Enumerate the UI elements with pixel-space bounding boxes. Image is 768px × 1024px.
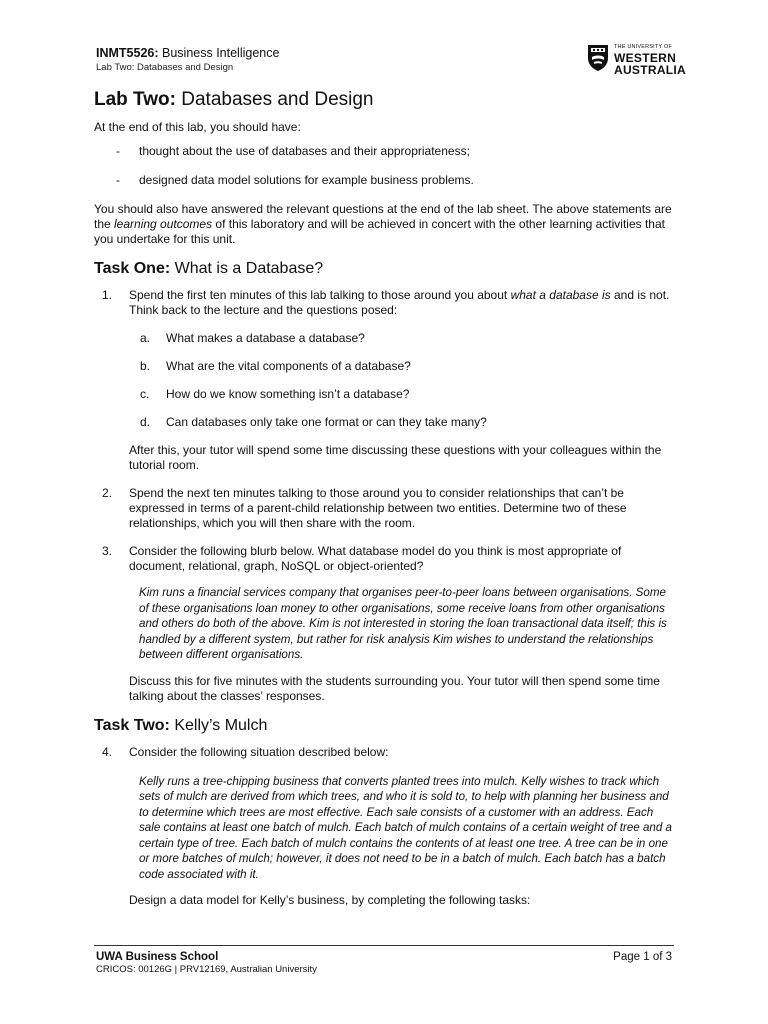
course-code: INMT5526: (96, 46, 159, 60)
bullet-item: - thought about the use of databases and their appropriateness; (116, 144, 470, 158)
intro-paragraph: At the end of this lab, you should have: (94, 120, 301, 134)
uwa-logo (587, 44, 687, 77)
page-title (94, 88, 674, 112)
sub-item: d. Can databases only take one format or can they take many? (140, 415, 487, 429)
bullet-text: thought about the use of databases and their appropriateness; (139, 144, 470, 158)
crest-icon (587, 44, 609, 72)
footer-school: UWA Business School (96, 951, 219, 963)
logo-line3: AUSTRALIA (614, 62, 687, 77)
footer-left (96, 950, 317, 976)
task-two-heading: Task Two: Kelly’s Mulch (94, 716, 268, 734)
sub-item: b. What are the vital components of a database? (140, 359, 411, 373)
title-bold: Lab Two: (94, 89, 176, 110)
kim-blurb: Kim runs a financial services company that organises peer-to-peer loans between organisations. Some of these organisations loan money to other organisations, some receive loans from other organisations and others do both of the above. Kim is not interested in storing the loan transactional data itself; this is handled by a different system, but rather for risk analysis Kim wishes to understand the relationships between different organisations. (139, 586, 667, 661)
outcomes-paragraph: You should also have answered the relevant questions at the end of the lab sheet. The above statements are the learning outcomes of this laboratory and will be achieved in concert with the other learning activities that you undertake for this unit. (94, 202, 672, 246)
course-name: Business Intelligence (162, 46, 280, 60)
kelly-blurb: Kelly runs a tree-chipping business that converts planted trees into mulch. Kelly wishes to track which sets of mulch are derived from which trees, and who it is sold to, to help with planning her business and to determine which trees are most effective. Each sale consists of a customer with an address. Each sale contains at least one batch of mulch. Each batch of mulch contains of a certain weight of tree and a certain type of tree. Each batch of mulch contains the contents of at least one tree. A tree can be in one or more batches of mulch; however, it does not need to be in a batch of mulch. Each batch has a batch code associated with it. (139, 774, 672, 881)
item1-followup: After this, your tutor will spend some time discussing these questions with your colleagues within the tutorial room. (129, 443, 662, 472)
footer-cricos: CRICOS: 00126G | PRV12169, Australian University (96, 964, 317, 975)
header-subtitle: Lab Two: Databases and Design (96, 62, 234, 73)
item3-followup: Discuss this for five minutes with the students surrounding you. Your tutor will then spend some time talking about the classes’ responses. (129, 673, 660, 703)
footer-divider (94, 945, 674, 946)
numbered-item-4: 4. Consider the following situation described below: (102, 744, 389, 759)
main-content (94, 88, 674, 908)
title-rest: Databases and Design (181, 89, 374, 110)
item4-followup: Design a data model for Kelly’s business, by completing the following tasks: (129, 893, 531, 907)
logo-line2: WESTERN (614, 50, 677, 65)
task-one-heading: Task One: What is a Database? (94, 260, 324, 277)
page-number: Page 1 of 3 (613, 951, 672, 963)
numbered-item-1: 1. Spend the first ten minutes of this lab talking to those around you about what a database is and is not. Think back to the lecture and the questions posed: (102, 288, 670, 317)
sub-item: c. How do we know something isn’t a database? (140, 387, 410, 401)
numbered-item-3: 3. Consider the following blurb below. What database model do you think is most appropriate of document, relational, graph, NoSQL or object-oriented? (102, 544, 622, 573)
logo-line1: THE UNIVERSITY OF (614, 44, 672, 50)
bullet-item: - designed data model solutions for example business problems. (116, 173, 474, 187)
learning-outcomes-emphasis: learning outcomes (114, 217, 213, 231)
sub-item: a. What makes a database a database? (140, 331, 365, 345)
logo-wordmark (614, 45, 686, 76)
bullet-text: designed data model solutions for example business problems. (139, 173, 474, 187)
numbered-item-2: 2. Spend the next ten minutes talking to those around you to consider relationships that can’t be expressed in terms of a parent-child relationship between two entities. Determine two of these relationships, which you will then share with the room. (102, 486, 627, 530)
